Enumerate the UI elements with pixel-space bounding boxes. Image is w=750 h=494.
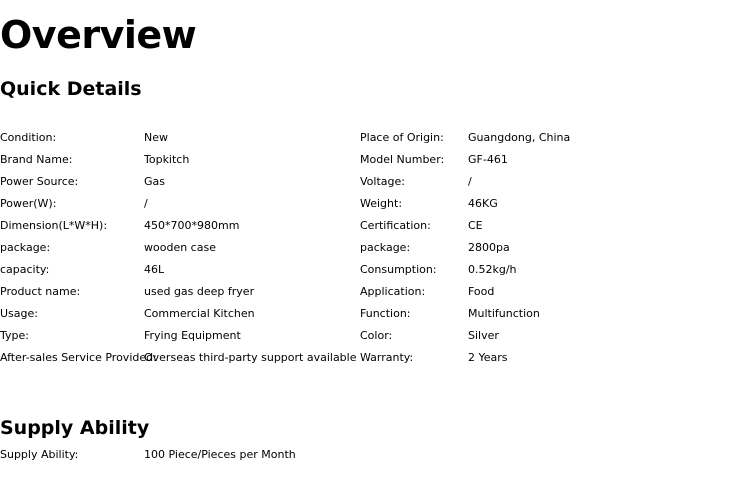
detail-label: Product name: [0,285,81,298]
detail-row [0,127,740,149]
detail-value: Guangdong, China [468,131,571,144]
detail-value: 2800pa [468,241,510,254]
detail-value: Overseas third-party support available [144,351,357,364]
detail-row [0,325,740,347]
page-title: Overview [0,13,197,57]
detail-value: / [468,175,472,188]
supply-ability-heading: Supply Ability [0,417,150,439]
detail-value: 2 Years [468,351,508,364]
quick-details-table [0,127,740,369]
detail-value: Gas [144,175,165,188]
detail-row [0,259,740,281]
detail-value: New [144,131,168,144]
detail-label: Usage: [0,307,38,320]
detail-value: Commercial Kitchen [144,307,255,320]
detail-label: Function: [360,307,411,320]
detail-row [0,347,740,369]
detail-label: Color: [360,329,393,342]
detail-row [0,149,740,171]
detail-value: used gas deep fryer [144,285,255,298]
detail-value: Food [468,285,495,298]
detail-value: 46KG [468,197,498,210]
detail-value: GF-461 [468,153,508,166]
detail-value: / [144,197,148,210]
detail-row [0,281,740,303]
detail-value: 450*700*980mm [144,219,240,232]
detail-label: package: [360,241,411,254]
detail-label: Certification: [360,219,431,232]
detail-label: Dimension(L*W*H): [0,219,108,232]
supply-ability-table [0,444,740,466]
detail-label: package: [0,241,51,254]
detail-label: Weight: [360,197,403,210]
detail-label: Model Number: [360,153,445,166]
detail-value: Multifunction [468,307,540,320]
detail-value: wooden case [144,241,216,254]
detail-row [0,444,740,466]
detail-label: After-sales Service Provided: [0,351,157,364]
detail-label: capacity: [0,263,50,276]
detail-value: Topkitch [144,153,190,166]
detail-row [0,171,740,193]
detail-value: 46L [144,263,165,276]
detail-label: Warranty: [360,351,414,364]
detail-label: Place of Origin: [360,131,444,144]
detail-label: Condition: [0,131,57,144]
detail-row [0,215,740,237]
detail-row [0,193,740,215]
detail-label: Application: [360,285,426,298]
detail-value: Silver [468,329,499,342]
detail-label: Brand Name: [0,153,73,166]
detail-label: Power Source: [0,175,79,188]
detail-label: Type: [0,329,29,342]
quick-details-heading: Quick Details [0,78,142,100]
detail-label: Consumption: [360,263,437,276]
detail-row [0,237,740,259]
detail-value: CE [468,219,483,232]
supply-ability-label: Supply Ability: [0,448,79,461]
detail-label: Voltage: [360,175,405,188]
detail-value: 0.52kg/h [468,263,517,276]
detail-value: Frying Equipment [144,329,241,342]
supply-ability-value: 100 Piece/Pieces per Month [144,448,296,461]
detail-row [0,303,740,325]
detail-label: Power(W): [0,197,57,210]
